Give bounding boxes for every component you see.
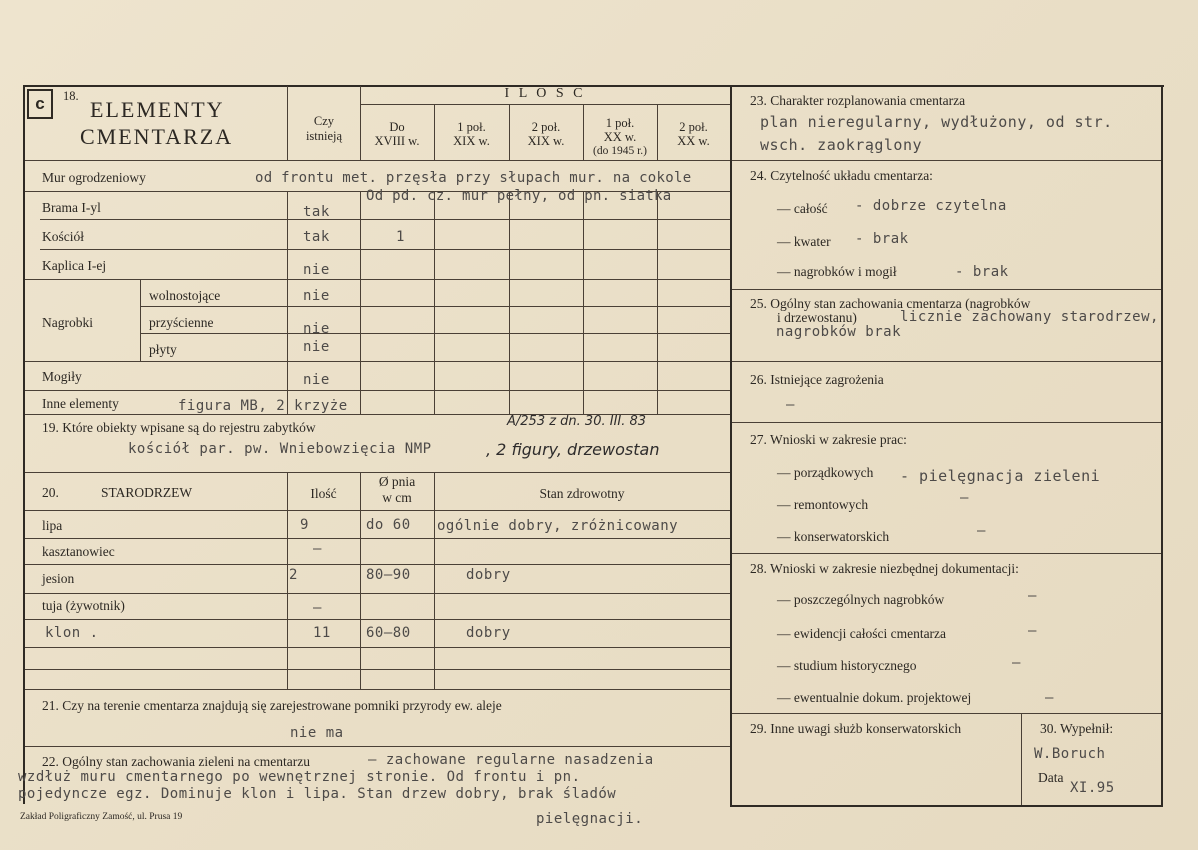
przysc-value: nie xyxy=(303,321,330,337)
s19-bottom xyxy=(25,472,730,473)
s18-col-1 xyxy=(360,86,361,160)
s18-col-5 xyxy=(657,104,658,160)
kosciol-value: tak xyxy=(303,229,330,245)
period-2-l2: XIX w. xyxy=(453,134,490,148)
tree-row-5-state: dobry xyxy=(466,625,511,641)
s20-col-pnia xyxy=(434,472,435,689)
s18-number: 18. xyxy=(63,89,79,103)
tree-row-5-name: klon . xyxy=(45,625,99,641)
s18-col-czy-b xyxy=(287,191,288,414)
period-5-l1: 2 poł. xyxy=(679,120,708,134)
period-4-l2: XX w. xyxy=(603,130,637,144)
s25-value-2: nagrobków brak xyxy=(776,324,902,340)
frame-bottom-right xyxy=(732,805,1163,807)
s21-label: 21. Czy na terenie cmentarza znajdują się zarejestrowane pomniki przyrody ew. aleje xyxy=(42,698,502,713)
s27-label: 27. Wnioski w zakresie prac: xyxy=(750,432,907,447)
s25-label-1: 25. Ogólny stan zachowania cmentarza (nagrobków xyxy=(750,296,1031,311)
row-line-przysc xyxy=(140,333,730,334)
tree-row-3-state: dobry xyxy=(466,567,511,583)
s23-bottom xyxy=(732,160,1161,161)
mogily-label: Mogiły xyxy=(42,369,82,384)
s28-nagrobkow: — poszczególnych nagrobków xyxy=(777,592,945,607)
frame-right xyxy=(1161,85,1163,807)
s24-kwater: — kwater xyxy=(777,234,831,249)
s18-col-1b xyxy=(360,191,361,414)
s25-label-2: i drzewostanu) xyxy=(777,310,857,325)
s27-konserwatorskich-value: — xyxy=(977,523,986,539)
period-5-l2: XX w. xyxy=(677,134,710,148)
s18-col-5b xyxy=(657,191,658,414)
kosciol-label: Kościół xyxy=(42,229,84,244)
s30-label: 30. Wypełnił: xyxy=(1040,721,1114,736)
s29-s30-divider xyxy=(1021,713,1022,805)
s18-header-bottom xyxy=(25,160,730,161)
s28-nagrobkow-mark: — xyxy=(1028,588,1037,604)
s18-ilosc-underline xyxy=(360,104,730,105)
s20-row-line-4 xyxy=(25,619,730,620)
s19-register-note: A/253 z dn. 30. III. 83 xyxy=(507,414,647,429)
tree-row-5-qty: 11 xyxy=(313,625,331,641)
s20-row-line-3 xyxy=(25,593,730,594)
s20-row-line-1 xyxy=(25,538,730,539)
s20-h-pnia-1: Ø pnia xyxy=(378,474,416,489)
tree-row-1-dia: do 60 xyxy=(366,517,411,533)
ilosc-header: I L O Ś Ć xyxy=(504,86,586,101)
tree-row-1-name: lipa xyxy=(42,518,63,533)
s20-h-ilosc: Ilość xyxy=(310,486,337,501)
s28-projektowej-mark: — xyxy=(1045,690,1054,706)
s24-nagrobki-value: - brak xyxy=(955,264,1009,280)
plyty-value: nie xyxy=(303,339,330,355)
s28-ewidencji: — ewidencji całości cmentarza xyxy=(777,626,947,641)
s27-remontowych-value: — xyxy=(960,490,969,506)
s25-value-1: licznie zachowany starodrzew, xyxy=(900,309,1159,325)
s20-bottom xyxy=(25,689,730,690)
tree-row-3-name: jesion xyxy=(42,571,75,586)
s22-line-1: – zachowane regularne nasadzenia xyxy=(368,752,654,768)
s22-label: 22. Ogólny stan zachowania zieleni na cmentarzu xyxy=(42,754,311,769)
s21-bottom xyxy=(25,746,730,747)
kaplica-value: nie xyxy=(303,262,330,278)
period-2-l1: 1 poł. xyxy=(457,120,486,134)
s18-col-2 xyxy=(434,104,435,160)
card-letter-box: c xyxy=(27,89,53,119)
period-4-l1: 1 poł. xyxy=(605,116,635,130)
mur-text-1: od frontu met. przęsła przy słupach mur. na cokole xyxy=(255,170,692,186)
s30-data-label: Data xyxy=(1038,770,1064,785)
s18-col-czy xyxy=(287,86,288,160)
period-1-l2: XVIII w. xyxy=(374,134,420,148)
kosciol-count: 1 xyxy=(396,229,405,245)
mogily-value: nie xyxy=(303,372,330,388)
tree-row-2-qty: – xyxy=(313,541,322,557)
period-1-l1: Do xyxy=(389,120,405,134)
tree-row-4-name: tuja (żywotnik) xyxy=(42,598,125,613)
s24-calosc-value: - dobrze czytelna xyxy=(855,198,1007,214)
s23-label: 23. Charakter rozplanowania cmentarza xyxy=(750,93,966,108)
s21-value: nie ma xyxy=(290,725,344,741)
s20-h-stan: Stan zdrowotny xyxy=(539,486,625,501)
s18-title-line1: ELEMENTY xyxy=(90,97,225,122)
przysc-label: przyścienne xyxy=(149,315,214,330)
printer-footer: Zakład Poligraficzny Zamość, ul. Prusa 19 xyxy=(20,812,183,822)
s27-remontowych: — remontowych xyxy=(777,497,869,512)
s19-label: 19. Które obiekty wpisane są do rejestru zabytków xyxy=(42,420,316,435)
s20-h-pnia-2: w cm xyxy=(382,490,412,505)
tree-row-3-qty: 2 xyxy=(289,567,298,583)
tree-row-3-dia: 80–90 xyxy=(366,567,411,583)
s29-label: 29. Inne uwagi służb konserwatorskich xyxy=(750,721,962,736)
tree-row-1-qty: 9 xyxy=(300,517,309,533)
wolno-label: wolnostojące xyxy=(149,288,221,303)
brama-value: tak xyxy=(303,204,330,220)
s30-data-value: XI.95 xyxy=(1070,780,1115,796)
period-3-l1: 2 poł. xyxy=(531,120,561,134)
s20-row-line-6 xyxy=(25,669,730,670)
s27-konserwatorskich: — konserwatorskich xyxy=(777,529,890,544)
s19-objects-handwritten: , 2 figury, drzewostan xyxy=(486,440,660,459)
czy-header-2: istnieją xyxy=(305,129,343,143)
s18-col-4b xyxy=(583,191,584,414)
s25-bottom xyxy=(732,361,1161,362)
inne-label: Inne elementy xyxy=(42,396,119,411)
plyty-label: płyty xyxy=(149,342,177,357)
s20-col-name xyxy=(287,472,288,689)
row-line-mogily xyxy=(25,390,730,391)
s26-bottom xyxy=(732,422,1161,423)
brama-label: Brama I-yl xyxy=(42,200,101,215)
s28-bottom xyxy=(732,713,1161,714)
s23-line-2: wsch. zaokrąglony xyxy=(760,136,923,154)
s30-name: W.Boruch xyxy=(1034,746,1106,762)
s20-number: 20. xyxy=(42,485,59,500)
nagrobki-subdivider xyxy=(140,279,141,361)
tree-row-2-name: kasztanowiec xyxy=(42,544,115,559)
s26-value: – xyxy=(786,397,795,413)
s18-title-line2: CMENTARZA xyxy=(80,124,234,149)
divider-center xyxy=(730,85,732,807)
s23-line-1: plan nieregularny, wydłużony, od str. xyxy=(760,113,1113,131)
s27-bottom xyxy=(732,553,1161,554)
s20-row-line-2 xyxy=(25,564,730,565)
s28-studium-mark: — xyxy=(1012,655,1021,671)
mur-text-2: Od pd. cz. mur pełny, od pn. siatka xyxy=(366,188,672,204)
s22-line-4: pielęgnacji. xyxy=(536,811,644,827)
period-4-l3: (do 1945 r.) xyxy=(593,145,647,157)
row-line-brama xyxy=(40,219,730,220)
s20-header-bottom xyxy=(25,510,730,511)
s20-col-ilosc xyxy=(360,472,361,689)
tree-row-4-qty: – xyxy=(313,600,322,616)
s22-line-3: pojedyncze egz. Dominuje klon i lipa. Stan drzew dobry, brak śladów xyxy=(18,786,617,802)
s24-bottom xyxy=(732,289,1161,290)
kaplica-label: Kaplica I-ej xyxy=(42,258,107,273)
s18-col-3b xyxy=(509,191,510,414)
s24-label: 24. Czytelność układu cmentarza: xyxy=(750,168,933,183)
frame-left xyxy=(23,85,25,804)
s20-row-line-5 xyxy=(25,647,730,648)
s22-line-2: wzdłuż muru cmentarnego po wewnętrznej stronie. Od frontu i pn. xyxy=(18,769,581,785)
s28-projektowej: — ewentualnie dokum. projektowej xyxy=(777,690,972,705)
s19-objects-typed: kościół par. pw. Wniebowzięcia NMP xyxy=(128,441,432,457)
s24-calosc: — całość xyxy=(777,201,828,216)
period-3-l2: XIX w. xyxy=(527,134,565,148)
s26-label: 26. Istniejące zagrożenia xyxy=(750,372,884,387)
s24-kwater-value: - brak xyxy=(855,231,909,247)
s20-stan-note: ogólnie dobry, zróżnicowany xyxy=(437,518,679,534)
s27-porzadkowych-value: - pielęgnacja zieleni xyxy=(900,467,1101,485)
mur-label: Mur ogrodzeniowy xyxy=(42,170,146,185)
inne-value: figura MB, 2 krzyże xyxy=(178,398,348,414)
s24-nagrobki: — nagrobków i mogił xyxy=(777,264,897,279)
s28-label: 28. Wnioski w zakresie niezbędnej dokumentacji: xyxy=(750,561,1019,576)
s18-col-4 xyxy=(583,104,584,160)
s28-ewidencji-mark: — xyxy=(1028,623,1037,639)
s18-col-2b xyxy=(434,191,435,414)
s27-porzadkowych: — porządkowych xyxy=(777,465,874,480)
czy-header-1: Czy xyxy=(313,114,335,128)
tree-row-5-dia: 60–80 xyxy=(366,625,411,641)
row-line-kaplica xyxy=(25,279,730,280)
row-line-kosciol xyxy=(40,249,730,250)
s28-studium: — studium historycznego xyxy=(777,658,917,673)
row-line-nagrobki xyxy=(25,361,730,362)
row-line-wolno xyxy=(140,306,730,307)
wolno-value: nie xyxy=(303,288,330,304)
s18-col-3 xyxy=(509,104,510,160)
nagrobki-label: Nagrobki xyxy=(42,315,93,330)
s20-title: STARODRZEW xyxy=(101,485,193,500)
